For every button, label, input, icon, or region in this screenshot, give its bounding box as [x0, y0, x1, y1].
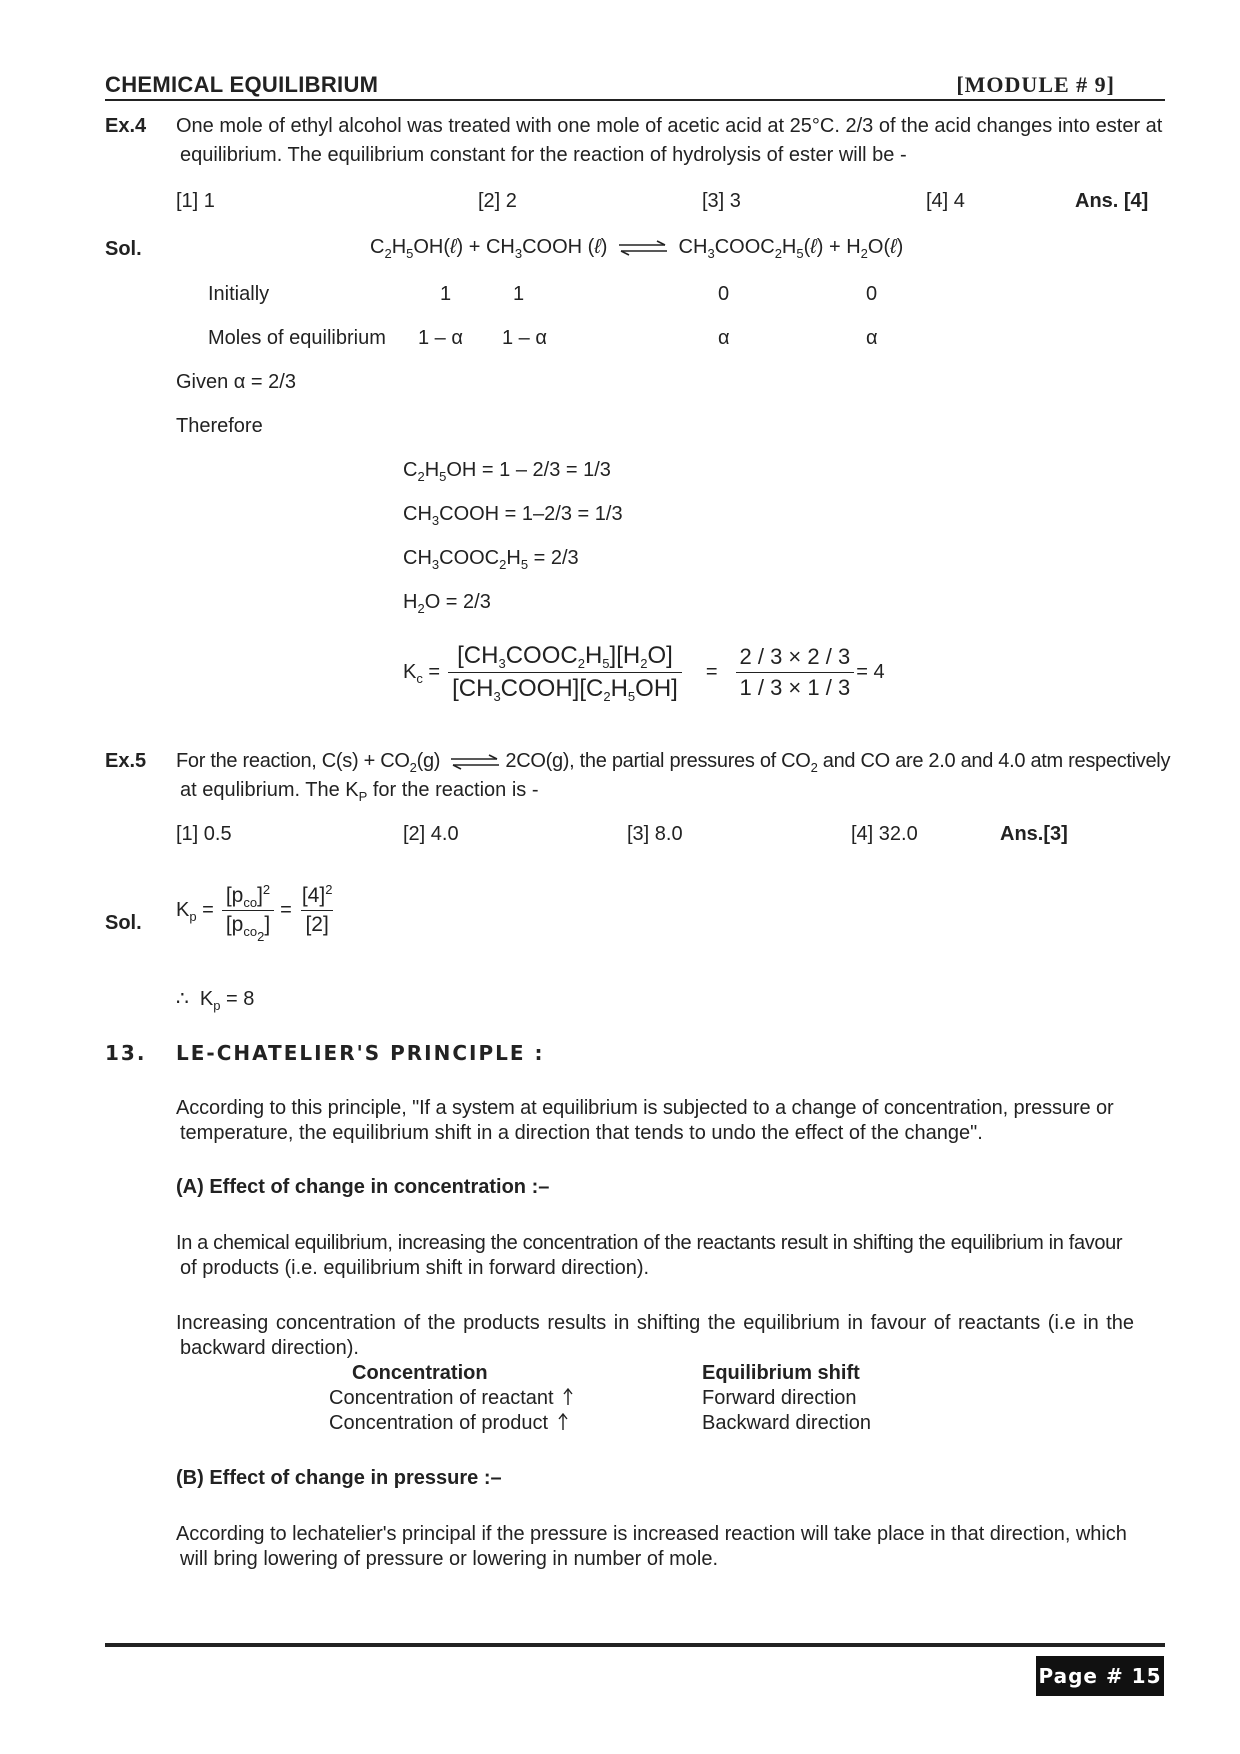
page-number: Page # 15	[1036, 1656, 1164, 1696]
table-cell: Concentration of reactant	[329, 1387, 554, 1409]
kp-expression: $K_p$ = $\frac{[p_{co}]^2}{[p_{co_2}]}$ = $\frac{[4]^2}{[2]}$	[176, 884, 336, 937]
sub-a-paragraph2-line1: Increasing concentration of the products results in shifting the equilibrium in favour of reactants (i.e in the	[176, 1312, 1135, 1334]
section-title: LE-CHATELIER'S PRINCIPLE :	[176, 1041, 545, 1065]
initial-value: 1	[513, 283, 525, 305]
ex5-option-3: [3] 8.0	[627, 823, 683, 845]
table-row	[329, 1387, 573, 1410]
equilibrium-value: α	[866, 327, 878, 349]
ex4-option-4: [4] 4	[926, 190, 965, 212]
ex5-question-line1: For the reaction, $C(s) + CO_2(g)$ 2CO(g), the partial pressures of $CO_2$ and CO are 2.0 and 4.0 atm respectively	[176, 750, 1171, 775]
kc-fraction: $\frac{[CH_3COOC_2H_5][H_2O]}{[CH_3COOH][C_2H_5OH]}$	[448, 642, 682, 703]
ex4-option-1: [1] 1	[176, 190, 215, 212]
ethanol-moles: $C_2H_5OH = 1 - 2/3 = 1/3$	[403, 459, 611, 484]
sol5-label: Sol.	[105, 912, 142, 934]
chapter-title: CHEMICAL EQUILIBRIUM	[105, 72, 379, 97]
ex4-label: Ex.4	[105, 115, 147, 137]
initially-label: Initially	[208, 283, 270, 305]
sol4-label: Sol.	[105, 238, 142, 260]
footer-rule	[105, 1643, 1165, 1647]
section-number: 13.	[105, 1041, 147, 1065]
sub-b-title: (B) Effect of change in pressure :–	[176, 1467, 502, 1489]
ex5-option-4: [4] 32.0	[851, 823, 918, 845]
sol4-reaction-equation: $C_2H_5OH(\ell)$ + $CH_3COOH$ (ℓ) $CH_3COOC_2H_5(\ell)$ + $H_2O(\ell)$	[370, 236, 904, 261]
up-arrow-icon	[563, 1388, 573, 1406]
ex5-option-1: [1] 0.5	[176, 823, 232, 845]
equilibrium-value: 1 – α	[418, 327, 463, 349]
sub-a-paragraph1-line2: of products (i.e. equilibrium shift in forward direction).	[180, 1257, 650, 1279]
equilibrium-arrow-icon	[617, 240, 669, 256]
table-cell: Backward direction	[702, 1412, 871, 1434]
kc-numeric-fraction: $\frac{2 / 3 \times 2 / 3}{1 / 3 \times 1 / 3}$	[736, 644, 855, 701]
kp-fraction: $\frac{[p_{co}]^2}{[p_{co_2}]}$	[222, 884, 274, 937]
sub-b-paragraph-line2: will bring lowering of pressure or lowering in number of mole.	[180, 1548, 719, 1570]
kc-expression: $K_c$ = $\frac{[CH_3COOC_2H_5][H_2O]}{[CH_3COOH][C_2H_5OH]}$ = $\frac{2 / 3 \times 2 / 3}{1 / 3 \times 1 / 3}$ = 4	[403, 642, 885, 704]
ex4-answer: Ans. [4]	[1075, 190, 1149, 212]
sub-a-paragraph2-line2: backward direction).	[180, 1337, 359, 1359]
initial-value: 0	[866, 283, 878, 305]
table-cell: Forward direction	[702, 1387, 857, 1409]
kp-conclusion: ∴ $K_p = 8$	[176, 988, 255, 1013]
table-cell: Concentration of product	[329, 1412, 549, 1434]
equilibrium-value: 1 – α	[502, 327, 547, 349]
ex5-label: Ex.5	[105, 750, 147, 772]
equilibrium-moles-label: Moles of equilibrium	[208, 327, 386, 349]
sub-a-title: (A) Effect of change in concentration :–	[176, 1176, 550, 1198]
equilibrium-value: α	[718, 327, 730, 349]
principle-intro-line2: temperature, the equilibrium shift in a direction that tends to undo the effect of the change".	[180, 1122, 983, 1144]
table-row	[329, 1412, 568, 1435]
ex4-option-2: [2] 2	[478, 190, 517, 212]
table-header-concentration: Concentration	[352, 1362, 488, 1384]
ex4-question-line2: equilibrium. The equilibrium constant for the reaction of hydrolysis of ester will be -	[180, 144, 907, 166]
given-alpha: Given α = 2/3	[176, 371, 296, 393]
ester-moles: $CH_3COOC_2H_5 = 2/3$	[403, 547, 579, 572]
therefore-label: Therefore	[176, 415, 263, 437]
principle-intro-line1: According to this principle, "If a system at equilibrium is subjected to a change of concentration, pressure or	[176, 1097, 1114, 1119]
initial-value: 0	[718, 283, 730, 305]
ex5-question-line2: at equlibrium. The $K_P$ for the reaction is -	[180, 779, 539, 804]
sub-b-paragraph-line1: According to lechatelier's principal if the pressure is increased reaction will take place in that direction, which	[176, 1523, 1127, 1545]
table-header-equilibrium-shift: Equilibrium shift	[702, 1362, 860, 1384]
ex5-option-2: [2] 4.0	[403, 823, 459, 845]
kc-result: = 4	[856, 661, 885, 683]
acetic-acid-moles: $CH_3COOH = 1-2/3 = 1/3$	[403, 503, 623, 528]
initial-value: 1	[440, 283, 452, 305]
ex4-option-3: [3] 3	[702, 190, 741, 212]
up-arrow-icon	[558, 1413, 568, 1431]
ex5-answer: Ans.[3]	[1000, 823, 1068, 845]
header-rule	[105, 99, 1165, 101]
water-moles: $H_2O = 2/3$	[403, 591, 491, 616]
ex4-question-line1: One mole of ethyl alcohol was treated with one mole of acetic acid at 25°C. 2/3 of the acid changes into ester at	[176, 115, 1163, 137]
kp-numeric-fraction: $\frac{[4]^2}{[2]}$	[301, 882, 333, 936]
module-number: [MODULE # 9]	[956, 72, 1115, 97]
sub-a-paragraph1-line1: In a chemical equilibrium, increasing the concentration of the reactants result in shifting the equilibrium in favour	[176, 1232, 1123, 1254]
equilibrium-arrow-icon	[449, 754, 501, 770]
